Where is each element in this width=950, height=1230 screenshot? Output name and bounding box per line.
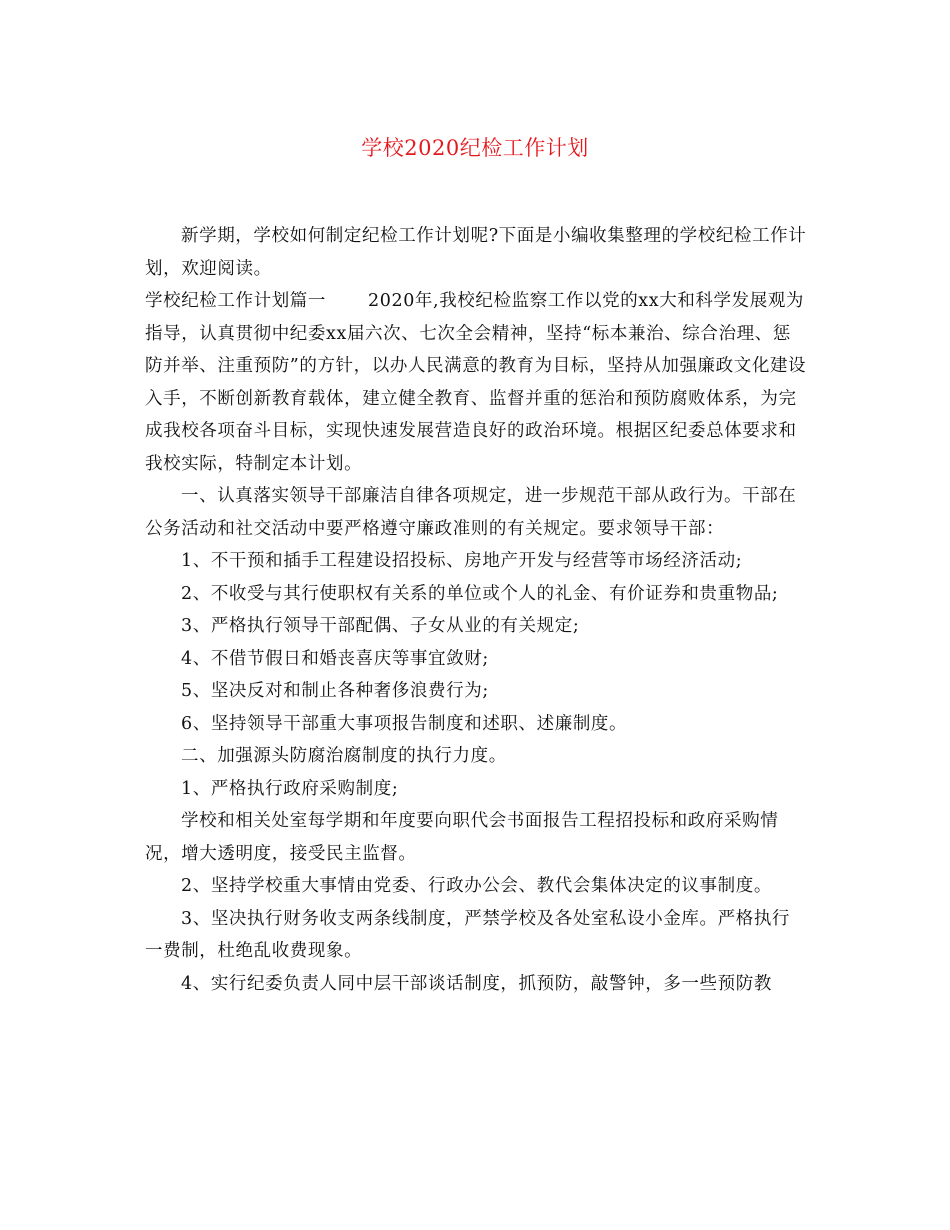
document-body bbox=[145, 220, 807, 1000]
section-lead: 学校纪检工作计划篇一 bbox=[145, 291, 326, 311]
section-body: 2020年,我校纪检监察工作以党的xx大和科学发展观为指导，认真贯彻中纪委xx届六次、七次全会精神，坚持“标本兼治、综合治理、惩防并举、注重预防”的方针，以办人民满意的教育为目标，坚持从加强廉政文化建设入手，不断创新教育载体，建立健全教育、监督并重的惩治和预防腐败体系，为完成我校各项奋斗目标，实现快速发展营造良好的政治环境。根据区纪委总体要求和我校实际，特制定本计划。 bbox=[145, 291, 807, 474]
page-title: 学校2020纪检工作计划 bbox=[361, 136, 589, 160]
paragraph-heading-one: 一、认真落实领导干部廉洁自律各项规定，进一步规范干部从政行为。干部在公务活动和社交活动中要严格遵守廉政准则的有关规定。要求领导干部： bbox=[145, 486, 797, 539]
list-item: 2、不收受与其行使职权有关系的单位或个人的礼金、有价证券和贵重物品; bbox=[181, 583, 779, 604]
list-item: 3、坚决执行财务收支两条线制度，严禁学校及各处室私设小金库。严格执行一费制，杜绝乱收费现象。 bbox=[145, 908, 791, 961]
list-item: 5、坚决反对和制止各种奢侈浪费行为; bbox=[181, 681, 489, 701]
paragraph-heading-two: 二、加强源头防腐治腐制度的执行力度。 bbox=[181, 746, 507, 766]
intro-paragraph: 新学期，学校如何制定纪检工作计划呢?下面是小编收集整理的学校纪检工作计划，欢迎阅读。 bbox=[145, 226, 807, 279]
list-item: 4、不借节假日和婚丧喜庆等事宜敛财; bbox=[181, 648, 489, 669]
list-item: 3、严格执行领导干部配偶、子女从业的有关规定; bbox=[181, 616, 580, 636]
list-item: 2、坚持学校重大事情由党委、行政办公会、教代会集体决定的议事制度。 bbox=[181, 876, 772, 896]
list-item: 1、不干预和插手工程建设招投标、房地产开发与经营等市场经济活动; bbox=[181, 551, 743, 571]
list-item: 6、坚持领导干部重大事项报告制度和述职、述廉制度。 bbox=[181, 713, 628, 734]
list-item: 4、实行纪委负责人同中层干部谈话制度，抓预防，敲警钟，多一些预防教 bbox=[181, 973, 772, 994]
section-paragraph bbox=[145, 285, 807, 480]
paragraph: 学校和相关处室每学期和年度要向职代会书面报告工程招投标和政府采购情况，增大透明度，接受民主监督。 bbox=[145, 811, 779, 864]
list-item: 1、严格执行政府采购制度; bbox=[181, 778, 399, 799]
